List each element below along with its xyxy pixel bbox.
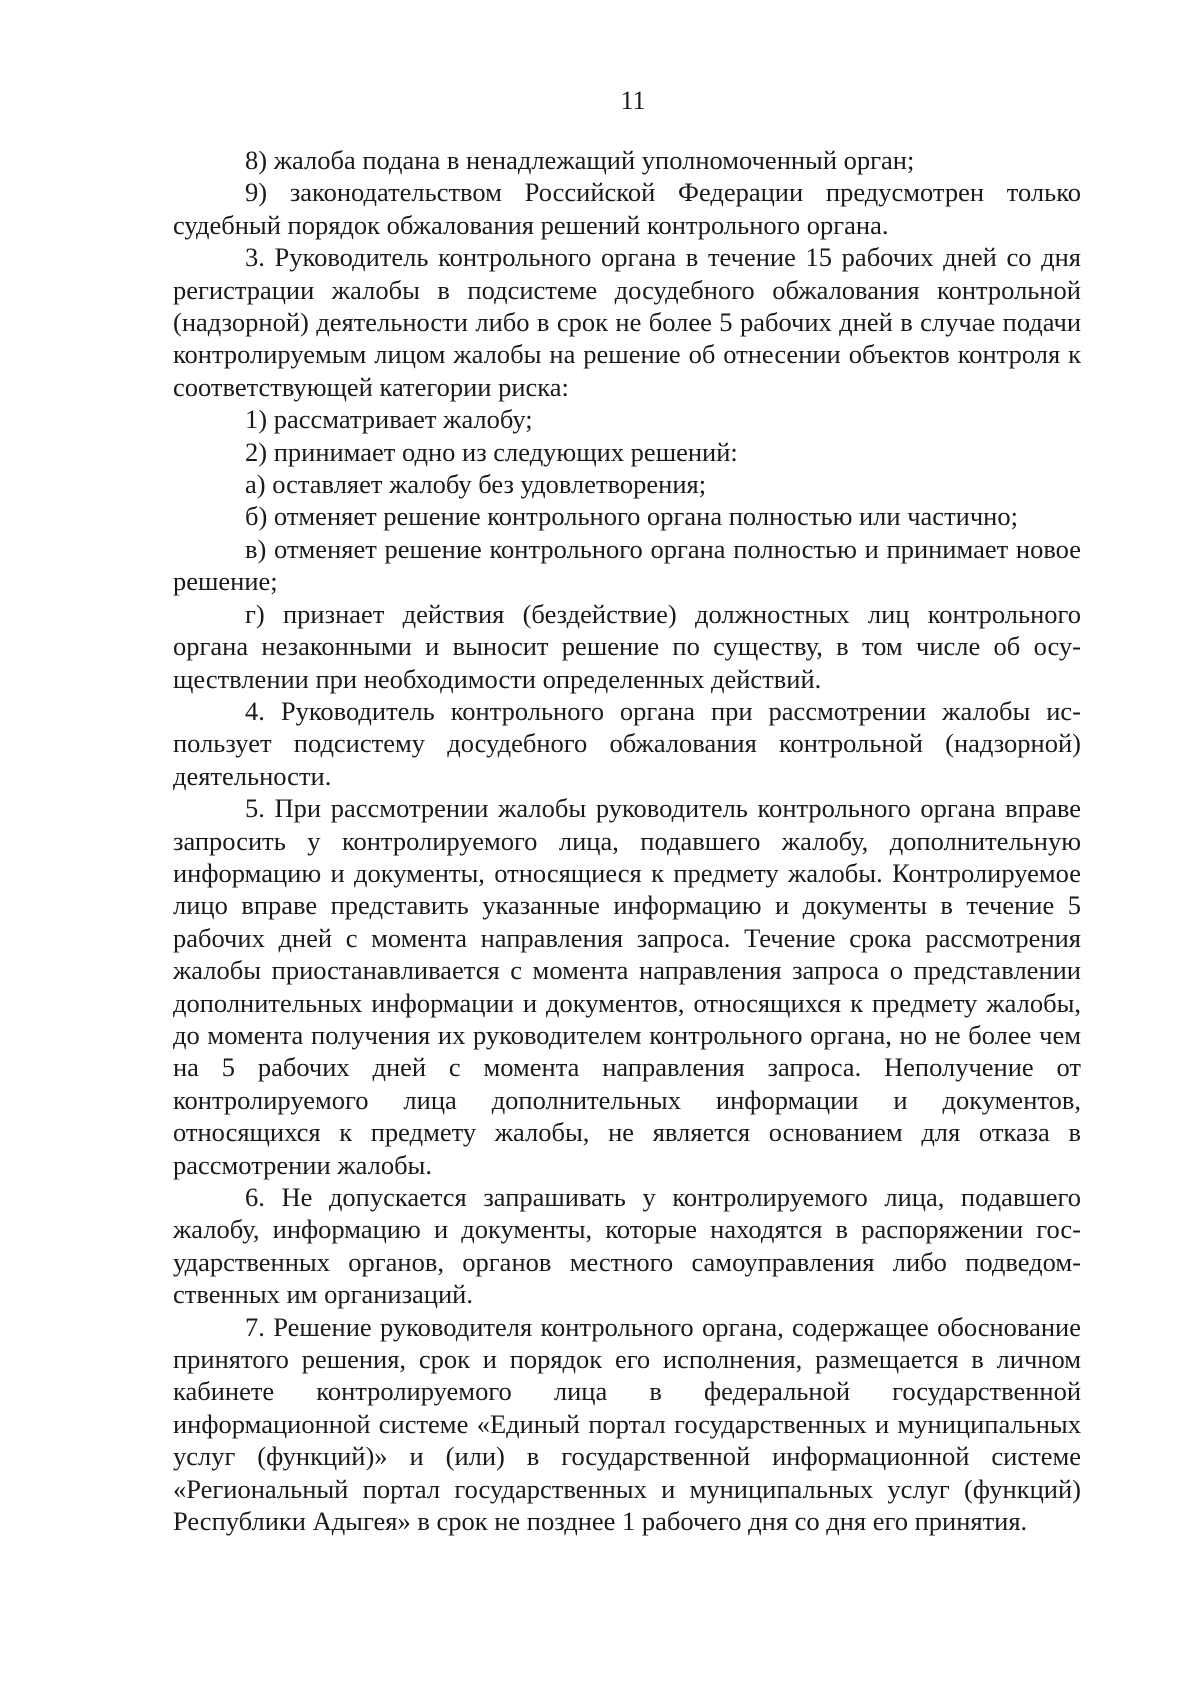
list-item-9: 9) законодательством Российской Федерации предусмотрен только судебный порядок обжалования решений контрольного органа. [173,177,1081,240]
subitem-v: в) отменяет решение контрольного органа полностью и принимает новое решение; [173,533,1081,597]
section-6-paragraph: 6. Не допускается запрашивать у контролируемого лица, подавшего жалобу, информацию и документы, которые находятся в распоряжении государственных органов, органов местного самоуправления либо подведомственных им организаций. [173,1182,1081,1310]
subitem-2: 2) принимает одно из следующих решений: [245,436,738,467]
subitem-b: б) отменяет решение контрольного органа полностью или частично; [245,501,1018,532]
document-body [173,144,1081,1537]
subitem-a: а) оставляет жалобу без удовлетворения; [245,469,707,500]
section-5-paragraph: 5. При рассмотрении жалобы руководитель контрольного органа вправе запросить у контролируемого лица, подавшего жалобу, дополнительную информацию и документы, относящиеся к предмету жалобы. Контролируемое лицо вправе представить указанные информацию и документы в течение 5 рабочих дней с момента направления запроса. Течение срока рассмотрения жалобы приостанавливается с момента направления запроса о представлении дополнительных информации и документов, относящихся к предмету жалобы, до момента получения их руководителем контрольного органа, но не более чем на 5 рабочих дней с момента направления запроса. Неполучение от контролируемого лица дополнительных информации и документов, относящихся к предмету жалобы, не является основанием для отказа в рассмотрении жалобы. [173,793,1081,1180]
subitem-1: 1) рассматривает жалобу; [245,404,533,435]
section-3-paragraph: 3. Руководитель контрольного органа в течение 15 рабочих дней со дня регистрации жалобы в подсистеме досудебного обжалования контрольной (надзорной) деятельности либо в срок не более 5 рабочих дней в случае подачи контролируемым лицом жалобы на решение об отнесении объектов контроля к соответствующей категории риска: [173,242,1081,402]
page-number: 11 [620,86,646,115]
list-item-8: 8) жалоба подана в ненадлежащий уполномоченный орган; [245,145,915,175]
section-7-paragraph: 7. Решение руководителя контрольного органа, содержащее обоснование принятого решения, срок и порядок его исполнения, размещается в личном кабинете контролируемого лица в федеральной государственной информационной системе «Единый портал государственных и муниципальных услуг (функций)» и (или) в государственной информационной системе «Региональный портал государственных и муниципальных услуг (функций) Республики Адыгея» в срок не позднее 1 рабочего дня со дня его принятия. [173,1311,1081,1537]
subitem-g: г) признает действия (бездействие) должностных лиц контрольного органа незаконными и выносит решение по существу, в том числе об осуществлении при необходимости определенных действий. [173,598,1081,694]
section-4-paragraph: 4. Руководитель контрольного органа при рассмотрении жалобы использует подсистему досудебного обжалования контрольной (надзорной) деятельности. [173,695,1081,791]
